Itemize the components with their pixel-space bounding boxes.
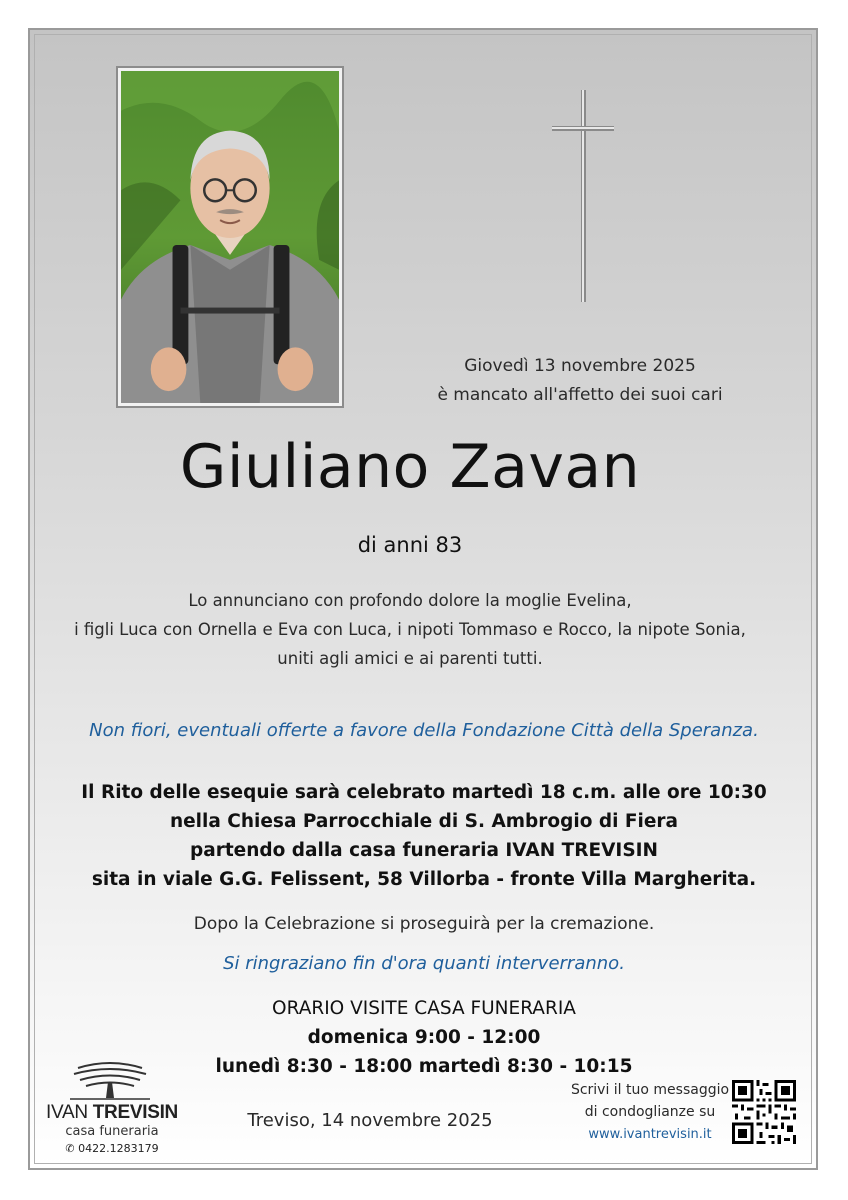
logo-subtitle: casa funeraria [65, 1124, 159, 1139]
thanks-text: Si ringraziano fin d'ora quanti interverranno. [223, 953, 625, 974]
logo-phone: 0422.1283179 [78, 1142, 159, 1155]
logo-brand-first: IVAN [46, 1102, 88, 1123]
phone-icon: ✆ [65, 1142, 75, 1155]
funeral-line-1: Il Rito delle esequie sarà celebrato martedì 18 c.m. alle ore 10:30 [81, 782, 767, 803]
condolence-line-2: di condoglianze su [584, 1104, 716, 1120]
portrait-photo [116, 66, 344, 408]
logo-phone-line [42, 1142, 182, 1155]
announcement-line-3: uniti agli amici e ai parenti tutti. [277, 649, 543, 668]
passing-text: è mancato all'affetto dei suoi cari [437, 385, 723, 405]
visiting-line-1: domenica 9:00 - 12:00 [307, 1027, 541, 1048]
logo-brand [42, 1102, 182, 1124]
portrait-image [121, 71, 339, 403]
place-date: Treviso, 14 novembre 2025 [247, 1110, 493, 1131]
announcement-line-2: i figli Luca con Ornella e Eva con Luca, i nipoti Tommaso e Rocco, la nipote Sonia, [74, 620, 746, 639]
condolence-line-1: Scrivi il tuo messaggio [570, 1082, 730, 1098]
website-link[interactable]: www.ivantrevisin.it [588, 1127, 712, 1142]
funeral-home-logo [42, 1058, 182, 1158]
qr-code-icon[interactable] [732, 1080, 796, 1144]
logo-brand-second: TREVISIN [92, 1102, 178, 1123]
funeral-line-2: nella Chiesa Parrocchiale di S. Ambrogio di Fiera [169, 811, 679, 832]
donation-note: Non fiori, eventuali offerte a favore della Fondazione Città della Speranza. [89, 720, 759, 741]
cross-icon [550, 88, 616, 304]
announcement-line-1: Lo annunciano con profondo dolore la moglie Evelina, [188, 591, 632, 610]
death-date: Giovedì 13 novembre 2025 [464, 356, 696, 376]
visiting-line-2: lunedì 8:30 - 18:00 martedì 8:30 - 10:15 [215, 1056, 633, 1077]
deceased-age: di anni 83 [357, 533, 463, 557]
after-ceremony-text: Dopo la Celebrazione si proseguirà per la cremazione. [193, 914, 655, 934]
funeral-line-3: partendo dalla casa funeraria IVAN TREVISIN [189, 840, 659, 861]
visiting-title: ORARIO VISITE CASA FUNERARIA [272, 998, 576, 1019]
tree-logo-icon [70, 1058, 150, 1100]
funeral-line-4: sita in viale G.G. Felissent, 58 Villorba - fronte Villa Margherita. [91, 869, 757, 890]
deceased-name: Giuliano Zavan [179, 432, 641, 502]
